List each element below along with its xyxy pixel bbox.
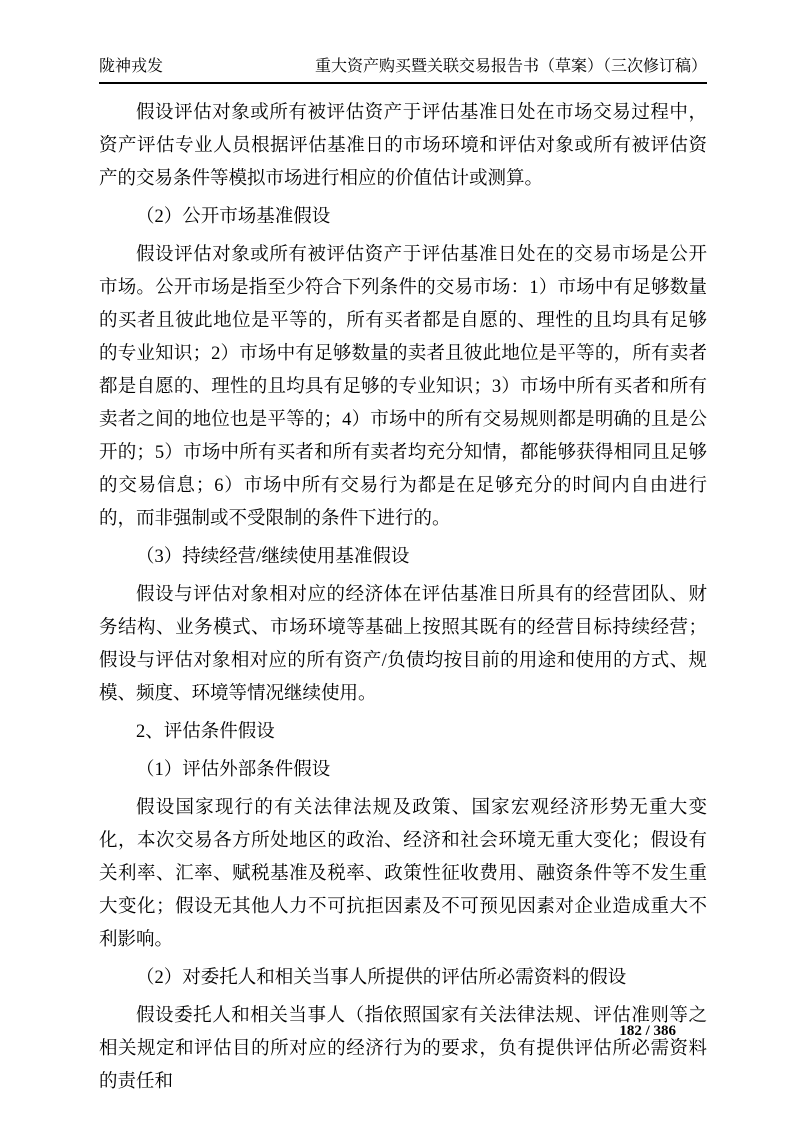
section-heading: 2、评估条件假设 xyxy=(136,722,275,742)
paragraph: 假设评估对象或所有被评估资产于评估基准日处在的交易市场是公开市场。公开市场是指至少符合下列条件的交易市场：1）市场中有足够数量的买者且彼此地位是平等的，所有买者都是自愿的、理性的且均具有足够的专业知识；2）市场中有足够数量的卖者且彼此地位是平等的，所有卖者都是自愿的、理性的且均具有足够的专业知识；3）市场中所有买者和所有卖者之间的地位也是平等的；4）市场中的所有交易规则都是明确的且是公开的；5）市场中所有买者和所有卖者均充分知情，都能够获得相同且足够的交易信息；6）市场中所有交易行为都是在足够充分的时间内自由进行的，而非强制或不受限制的条件下进行的。 xyxy=(99,245,707,529)
section-heading: （1）评估外部条件假设 xyxy=(136,760,331,780)
paragraph: 假设与评估对象相对应的经济体在评估基准日所具有的经营团队、财务结构、业务模式、市场环境等基础上按照其既有的经营目标持续经营；假设与评估对象相对应的所有资产/负债均按目前的用途和使用的方式、规模、频度、环境等情况继续使用。 xyxy=(99,585,707,704)
section-heading: （3）持续经营/继续使用基准假设 xyxy=(136,547,410,567)
section-heading: （2）公开市场基准假设 xyxy=(136,207,331,227)
paragraph: 假设委托人和相关当事人（指依照国家有关法律法规、评估准则等之相关规定和评估目的所对应的经济行为的要求，负有提供评估所必需资料的责任和 xyxy=(99,1006,707,1092)
paragraph: 假设国家现行的有关法律法规及政策、国家宏观经济形势无重大变化，本次交易各方所处地区的政治、经济和社会环境无重大变化；假设有关利率、汇率、赋税基准及税率、政策性征收费用、融资条件等不发生重大变化；假设无其他人力不可抗拒因素及不可预见因素对企业造成重大不利影响。 xyxy=(99,798,707,950)
header-report-title: 重大资产购买暨关联交易报告书（草案）（三次修订稿） xyxy=(314,58,707,75)
page-number: 182 / 386 xyxy=(619,1023,676,1039)
paragraph: 假设评估对象或所有被评估资产于评估基准日处在市场交易过程中，资产评估专业人员根据评估基准日的市场环境和评估对象或所有被评估资产的交易条件等模拟市场进行相应的价值估计或测算。 xyxy=(99,103,707,189)
header-company-name: 陇神戎发 xyxy=(99,58,164,75)
document-body xyxy=(99,97,707,1104)
page-header xyxy=(99,57,707,84)
section-heading: （2）对委托人和相关当事人所提供的评估所必需资料的假设 xyxy=(136,968,627,988)
